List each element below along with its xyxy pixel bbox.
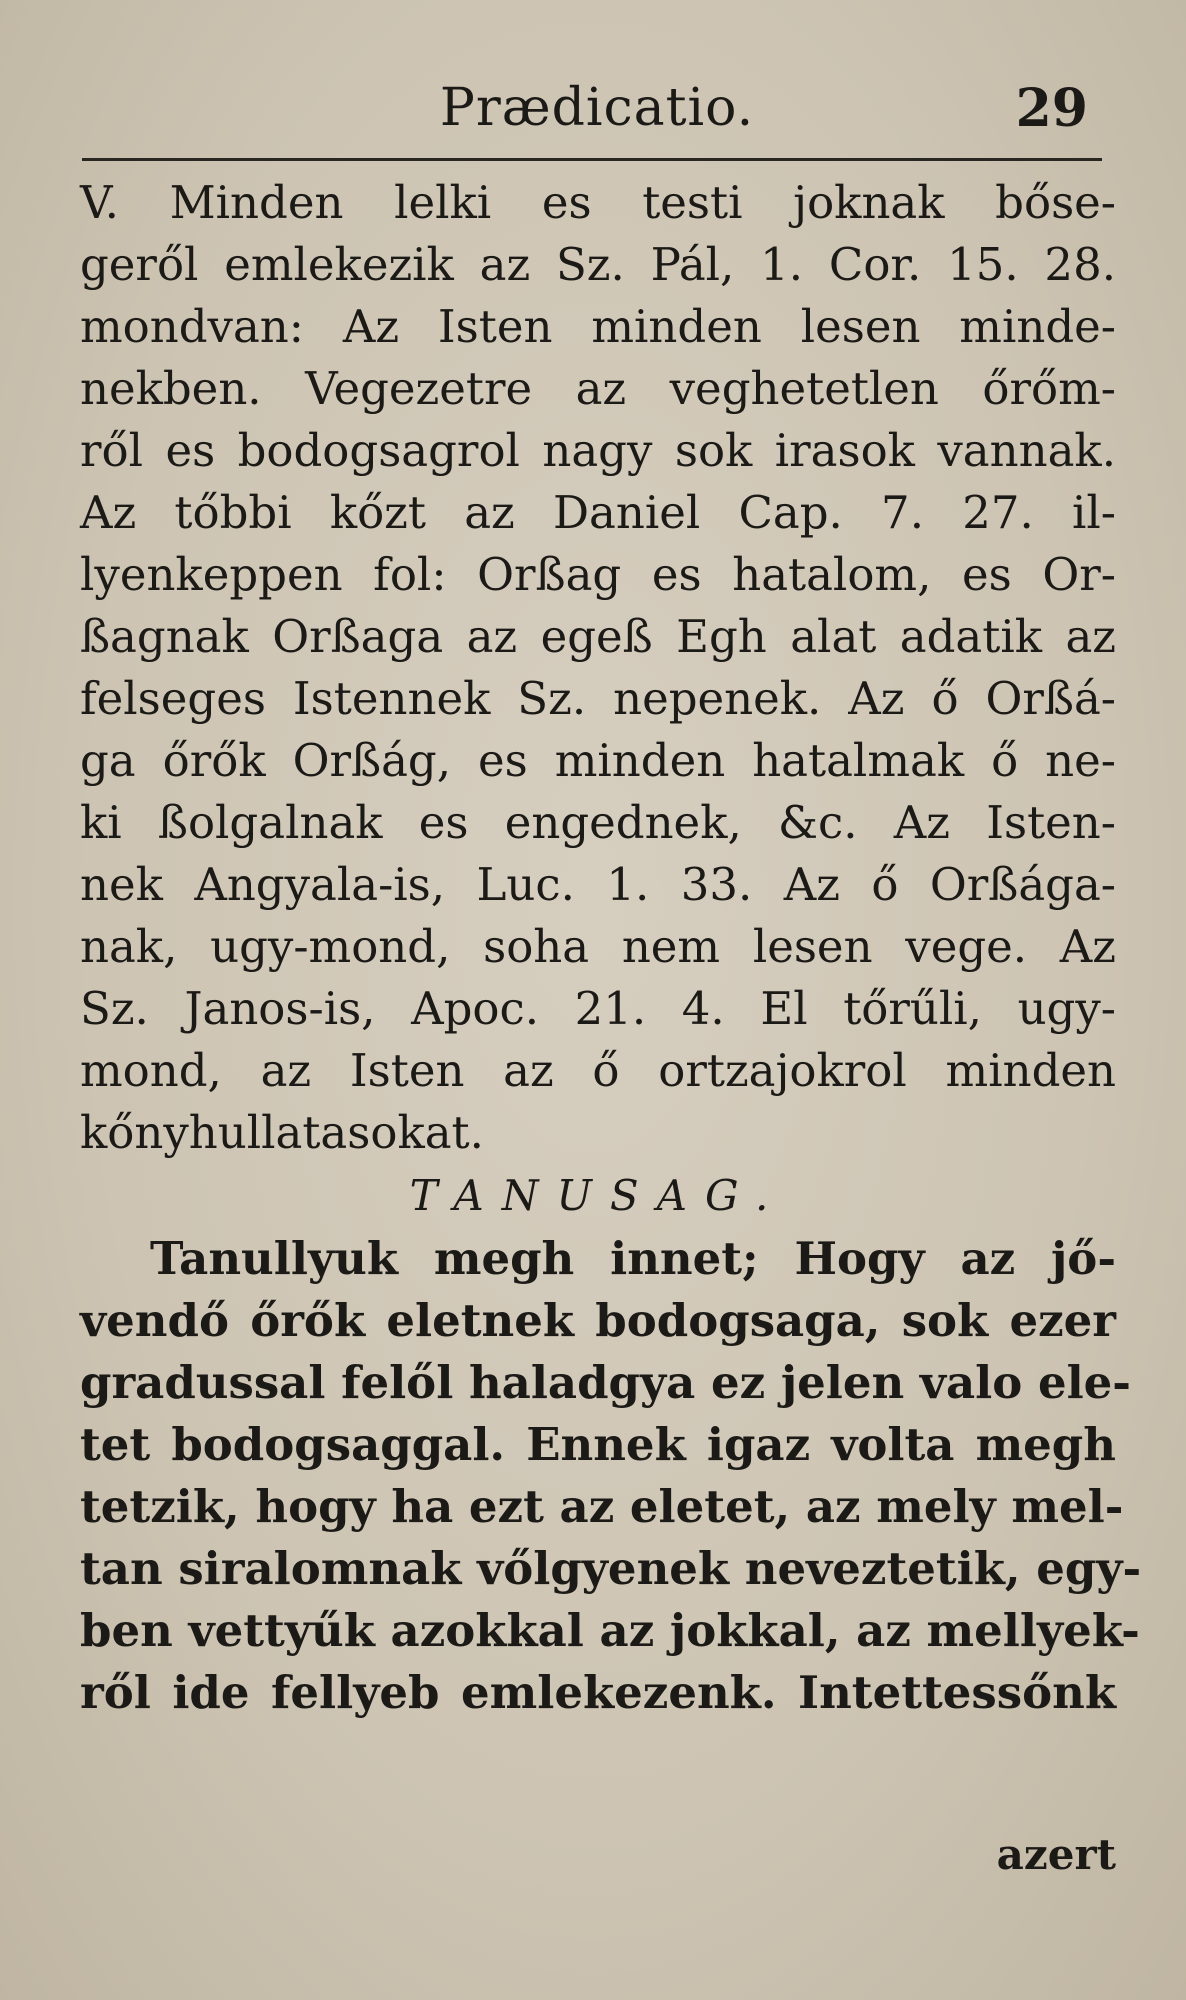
text-line: ßagnak Orßaga az egeß Egh alat adatik az xyxy=(80,610,1116,663)
text-line: geről emlekezik az Sz. Pál, 1. Cor. 15. 28. xyxy=(80,238,1116,291)
section-heading: TANUSAG. xyxy=(409,1171,787,1220)
text-line: nekben. Vegezetre az veghetetlen őrőm- xyxy=(80,362,1116,415)
page-number: 29 xyxy=(1015,78,1088,139)
text-line: gradussal felől haladgya ez jelen valo ele- xyxy=(80,1356,1131,1409)
text-line: vendő őrők eletnek bodogsaga, sok ezer xyxy=(80,1294,1116,1347)
text-line: mondvan: Az Isten minden lesen minde- xyxy=(80,300,1116,353)
text-line: Tanullyuk megh innet; Hogy az jő- xyxy=(150,1232,1116,1285)
text-line: ről ide fellyeb emlekezenk. Intettessőnk xyxy=(80,1666,1116,1719)
catchword: azert xyxy=(996,1830,1116,1879)
text-line: mond, az Isten az ő ortzajokrol minden xyxy=(80,1044,1116,1097)
text-line: V. Minden lelki es testi joknak bőse- xyxy=(80,176,1116,229)
text-line: ben vettyűk azokkal az jokkal, az mellyek- xyxy=(80,1604,1140,1657)
text-line: nak, ugy-mond, soha nem lesen vege. Az xyxy=(80,920,1116,973)
text-line: tan siralomnak vőlgyenek neveztetik, egy- xyxy=(80,1542,1142,1595)
page-header xyxy=(82,78,1112,148)
text-line: Sz. Janos-is, Apoc. 21. 4. El tőrűli, ugy- xyxy=(80,982,1116,1035)
text-line: felseges Istennek Sz. nepenek. Az ő Orßá- xyxy=(80,672,1116,725)
text-line: ga őrők Orßág, es minden hatalmak ő ne- xyxy=(80,734,1116,787)
main-text xyxy=(80,172,1142,1724)
text-line: tetzik, hogy ha ezt az eletet, az mely mel- xyxy=(80,1480,1124,1533)
text-line: ről es bodogsagrol nagy sok irasok vannak. xyxy=(80,424,1116,477)
header-rule xyxy=(82,158,1102,161)
text-line: nek Angyala-is, Luc. 1. 33. Az ő Orßága- xyxy=(80,858,1116,911)
running-title: Prædicatio. xyxy=(439,78,755,138)
text-line: ki ßolgalnak es engednek, &c. Az Isten- xyxy=(80,796,1116,849)
text-line: lyenkeppen fol: Orßag es hatalom, es Or- xyxy=(80,548,1116,601)
text-line: tet bodogsaggal. Ennek igaz volta megh xyxy=(80,1418,1116,1471)
text-line: Az tőbbi kőzt az Daniel Cap. 7. 27. il- xyxy=(80,486,1116,539)
text-line: kőnyhullatasokat. xyxy=(80,1106,484,1159)
